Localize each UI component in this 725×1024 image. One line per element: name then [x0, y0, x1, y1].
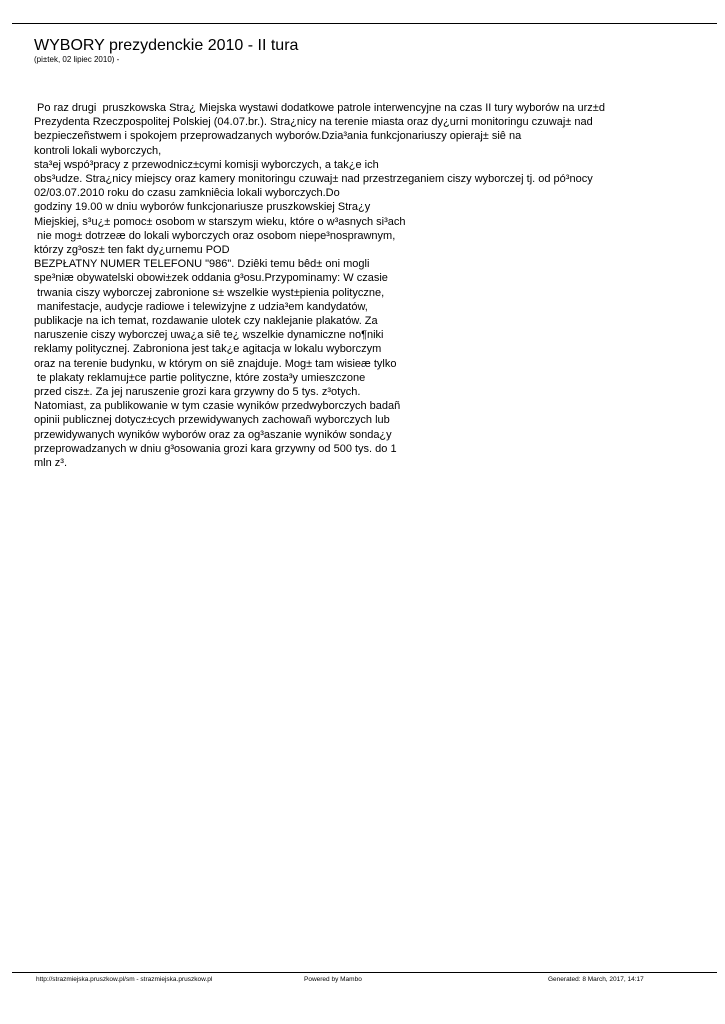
- article-line: przed cisz±. Za jej naruszenie grozi kara grzywny do 5 tys. z³otych.: [34, 386, 361, 399]
- article-line: którzy zg³osz± ten fakt dy¿urnemu POD: [34, 244, 230, 257]
- article-line: Prezydenta Rzeczpospolitej Polskiej (04.07.br.). Stra¿nicy na terenie miasta oraz dy¿urni monitoringu czuwaj± nad: [34, 116, 593, 129]
- article-date: (pi±tek, 02 lipiec 2010) -: [34, 55, 120, 64]
- article-line: mln z³.: [34, 457, 67, 470]
- footer-generated: Generated: 8 March, 2017, 14:17: [548, 976, 644, 983]
- article-line: obs³udze. Stra¿nicy miejscy oraz kamery monitoringu czuwaj± nad przestrzeganiem ciszy wyborczej tj. od pó³nocy: [34, 173, 593, 186]
- article-line: sta³ej wspó³pracy z przewodnicz±cymi komisji wyborczych, a tak¿e ich: [34, 158, 379, 171]
- article-line: kontroli lokali wyborczych,: [34, 144, 162, 157]
- article-line: bezpieczeñstwem i spokojem przeprowadzanych wyborów.Dzia³ania funkcjonariuszy opieraj± siê na: [34, 130, 522, 143]
- article-line: nie mog± dotrzeæ do lokali wyborczych oraz osobom niepe³nosprawnym,: [34, 229, 396, 242]
- article-line: przeprowadzanych w dniu g³osowania grozi kara grzywny od 500 tys. do 1: [34, 442, 397, 455]
- article-line: spe³niæ obywatelski obowi±zek oddania g³osu.Przypominamy: W czasie: [34, 272, 388, 285]
- header-divider: [12, 23, 717, 24]
- footer-divider: [12, 972, 717, 973]
- article-line: Natomiast, za publikowanie w tym czasie wyników przedwyborczych badañ: [34, 400, 401, 413]
- article-line: Miejskiej, s³u¿± pomoc± osobom w starszym wieku, które o w³asnych si³ach: [34, 215, 406, 228]
- article-line: 02/03.07.2010 roku do czasu zamkniêcia lokali wyborczych.Do: [34, 187, 340, 200]
- article-title: WYBORY prezydenckie 2010 - II tura: [34, 37, 299, 54]
- article-line: BEZPŁATNY NUMER TELEFONU "986". Dziêki temu bêd± oni mogli: [34, 258, 370, 271]
- footer-source-url[interactable]: http://strazmiejska.pruszkow.pl/sm - strazmiejska.pruszkow.pl: [36, 976, 213, 983]
- article-line: Po raz drugi pruszkowska Stra¿ Miejska wystawi dodatkowe patrole interwencyjne na czas II tury wyborów na urz±d: [34, 102, 605, 114]
- article-line: przewidywanych wyników wyborów oraz za og³aszanie wyników sonda¿y: [34, 428, 392, 441]
- article-line: trwania ciszy wyborczej zabronione s± wszelkie wyst±pienia polityczne,: [34, 286, 385, 299]
- article-line: reklamy politycznej. Zabroniona jest tak¿e agitacja w lokalu wyborczym: [34, 343, 382, 356]
- article-line: publikacje na ich temat, rozdawanie ulotek czy naklejanie plakatów. Za: [34, 315, 378, 328]
- article-body: [34, 101, 694, 470]
- article-line: oraz na terenie budynku, w którym on siê znajduje. Mog± tam wisieæ tylko: [34, 357, 397, 370]
- footer-powered-by: Powered by Mambo: [304, 976, 362, 983]
- article-line: manifestacje, audycje radiowe i telewizyjne z udzia³em kandydatów,: [34, 300, 368, 313]
- article-line: te plakaty reklamuj±ce partie polityczne, które zosta³y umieszczone: [34, 371, 366, 384]
- article-line: opinii publicznej dotycz±cych przewidywanych zachowañ wyborczych lub: [34, 414, 390, 427]
- article-line: godziny 19.00 w dniu wyborów funkcjonariusze pruszkowskiej Stra¿y: [34, 201, 371, 214]
- article-line: naruszenie ciszy wyborczej uwa¿a siê te¿ wszelkie dynamiczne no¶niki: [34, 329, 384, 342]
